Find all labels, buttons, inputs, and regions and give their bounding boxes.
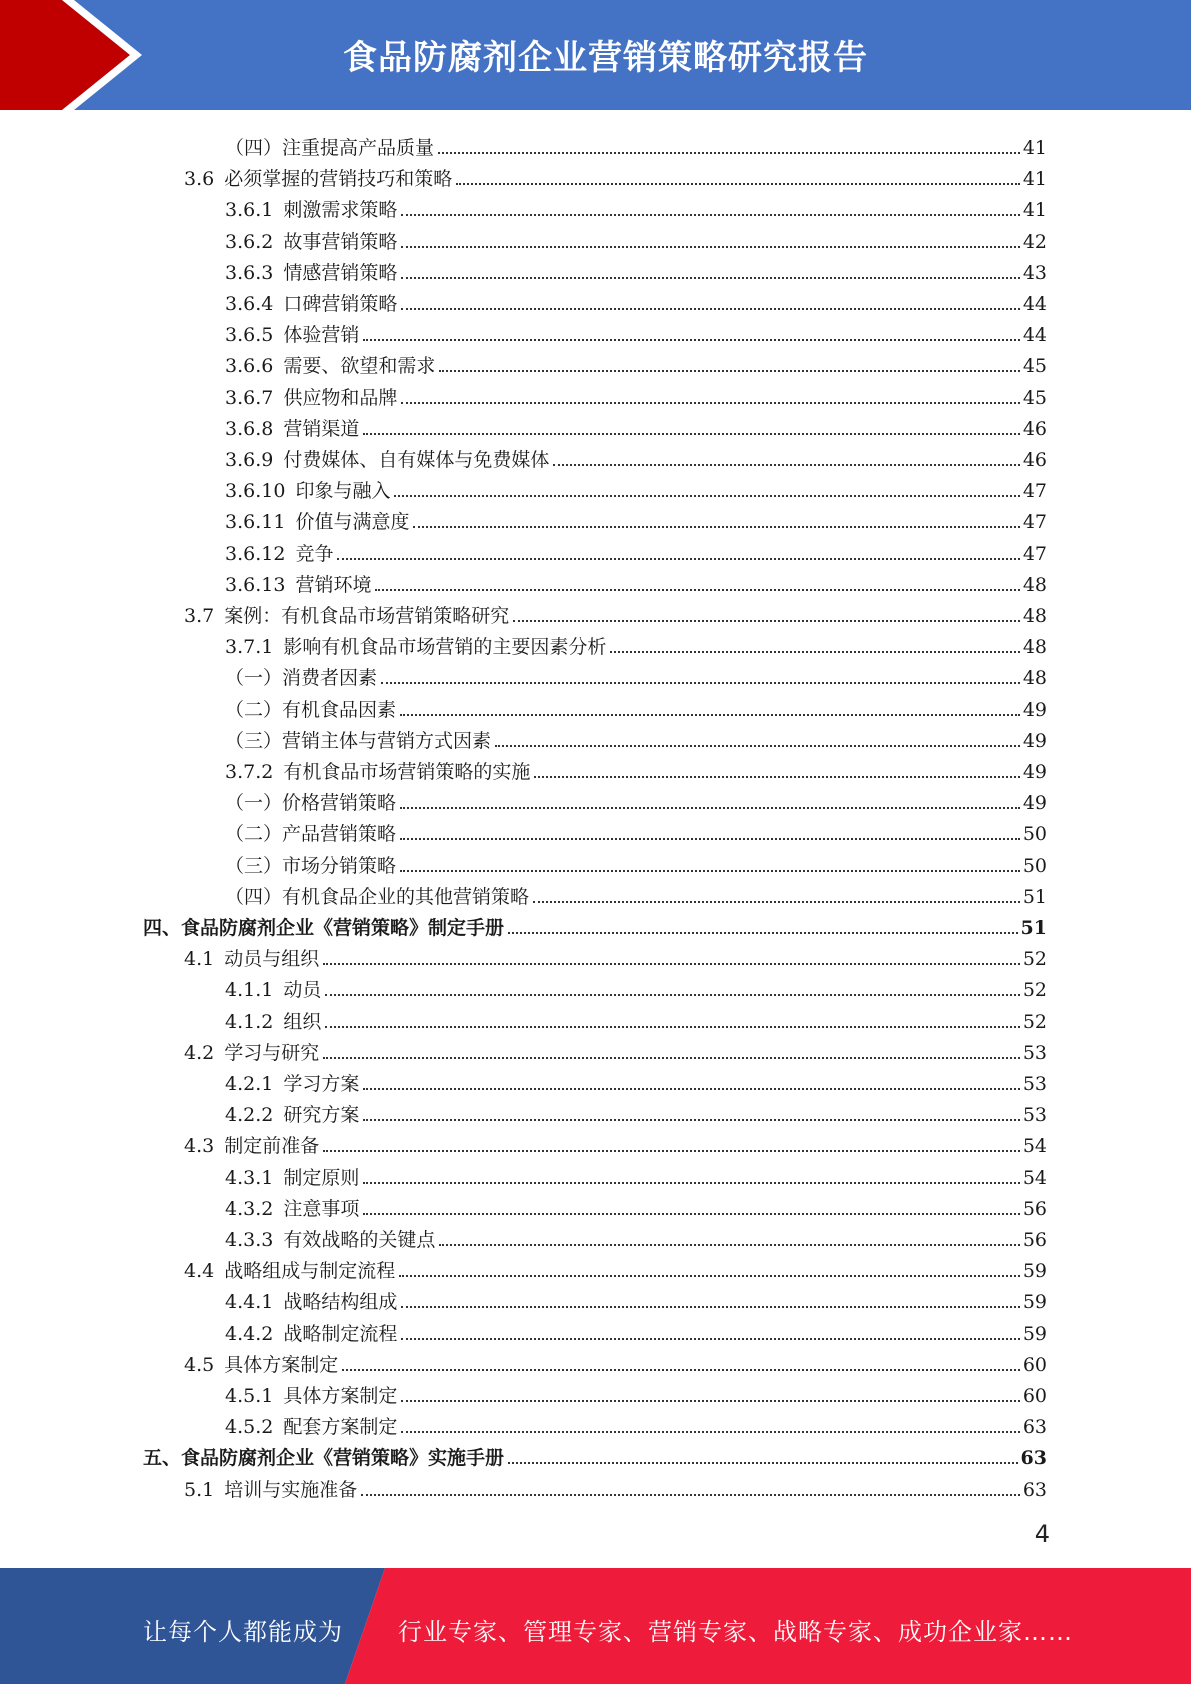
toc-entry-number: 3.6.5 xyxy=(225,324,274,347)
toc-entry-number: 3.6 xyxy=(184,168,215,191)
toc-dot-leader xyxy=(361,1494,1020,1496)
toc-entry-title: 口碑营销策略 xyxy=(283,293,398,315)
toc-entry-page: 44 xyxy=(1022,293,1047,315)
toc-entry-title: 营销渠道 xyxy=(283,417,360,440)
toc-entry[interactable] xyxy=(225,440,1047,471)
toc-entry[interactable] xyxy=(225,1002,1047,1033)
toc-entry-number: 4.3 xyxy=(184,1135,215,1158)
toc-dot-leader xyxy=(400,807,1020,809)
toc-entry-title: 有效战略的关键点 xyxy=(283,1229,436,1251)
toc-entry[interactable] xyxy=(225,565,1047,596)
toc-dot-leader xyxy=(401,1306,1019,1308)
toc-entry-page: 60 xyxy=(1022,1385,1047,1407)
toc-entry-title: （一）价格营销策略 xyxy=(225,792,397,815)
toc-entry-number: 4.2.1 xyxy=(225,1073,274,1095)
toc-entry-title: 营销环境 xyxy=(295,573,372,596)
toc-dot-leader xyxy=(401,402,1019,404)
toc-entry-page: 50 xyxy=(1022,823,1047,846)
toc-entry-title: 战略结构组成 xyxy=(283,1291,398,1314)
toc-entry[interactable] xyxy=(225,783,1047,814)
toc-entry-page: 47 xyxy=(1022,542,1047,565)
toc-dot-leader xyxy=(363,1213,1019,1215)
toc-entry-number: 3.7.1 xyxy=(225,636,274,659)
toc-entry[interactable] xyxy=(225,378,1047,409)
toc-entry-number: 4.5.1 xyxy=(225,1385,274,1407)
toc-entry[interactable] xyxy=(225,1189,1047,1220)
page-number: 4 xyxy=(1034,1520,1050,1548)
toc-entry[interactable] xyxy=(225,1376,1047,1407)
toc-entry-page: 53 xyxy=(1022,1073,1047,1095)
toc-entry-page: 52 xyxy=(1022,948,1047,971)
toc-dot-leader xyxy=(363,1119,1019,1121)
toc-entry[interactable] xyxy=(184,1033,1047,1064)
toc-entry[interactable] xyxy=(225,1064,1047,1095)
toc-entry-page: 63 xyxy=(1022,1478,1047,1501)
toc-entry-page: 49 xyxy=(1022,761,1047,783)
page-header xyxy=(0,0,1191,110)
toc-entry-page: 41 xyxy=(1022,137,1047,159)
toc-entry-number: 3.6.12 xyxy=(225,542,286,565)
toc-entry-title: 五、食品防腐剂企业《营销策略》实施手册 xyxy=(143,1447,505,1470)
toc-dot-leader xyxy=(401,277,1019,279)
toc-entry-title: 刺激需求策略 xyxy=(283,199,398,222)
toc-entry-title: 学习与研究 xyxy=(224,1041,320,1064)
toc-dot-leader xyxy=(610,651,1019,653)
toc-dot-leader xyxy=(401,214,1019,216)
toc-entry-page: 53 xyxy=(1022,1104,1047,1127)
toc-entry-page: 63 xyxy=(1022,1416,1047,1439)
toc-entry-title: （四）有机食品企业的其他营销策略 xyxy=(225,885,530,908)
toc-entry-title: （四）注重提高产品质量 xyxy=(225,137,435,159)
toc-dot-leader xyxy=(400,838,1020,840)
toc-entry-number: 4.4 xyxy=(184,1260,215,1283)
toc-entry-page: 51 xyxy=(1022,885,1047,908)
toc-entry-number: 4.3.1 xyxy=(225,1166,274,1189)
toc-entry-title: 具体方案制定 xyxy=(224,1353,339,1376)
toc-dot-leader xyxy=(394,495,1019,497)
toc-entry-page: 43 xyxy=(1022,261,1047,284)
toc-entry[interactable] xyxy=(225,222,1047,253)
toc-entry-title: 付费媒体、自有媒体与免费媒体 xyxy=(283,449,550,471)
toc-dot-leader xyxy=(495,745,1020,747)
toc-entry-page: 56 xyxy=(1022,1229,1047,1251)
toc-dot-leader xyxy=(363,433,1019,435)
toc-entry-number: 3.6.6 xyxy=(225,355,274,378)
toc-entry-page: 49 xyxy=(1022,698,1047,721)
toc-entry[interactable] xyxy=(225,752,1047,783)
toc-entry[interactable] xyxy=(184,939,1047,970)
toc-dot-leader xyxy=(439,370,1019,372)
toc-entry-number: 3.6.1 xyxy=(225,199,274,222)
toc-dot-leader xyxy=(337,558,1019,560)
toc-entry-page: 50 xyxy=(1022,854,1047,877)
toc-entry-title: 价值与满意度 xyxy=(295,511,410,534)
toc-entry-title: 组织 xyxy=(283,1010,322,1033)
toc-entry-page: 46 xyxy=(1022,417,1047,440)
toc-entry-title: 动员 xyxy=(283,979,322,1002)
toc-dot-leader xyxy=(325,1026,1019,1028)
toc-entry-title: 动员与组织 xyxy=(224,948,320,971)
toc-dot-leader xyxy=(323,1150,1020,1152)
toc-entry-page: 47 xyxy=(1022,480,1047,503)
toc-entry-page: 48 xyxy=(1022,605,1047,627)
toc-entry-title: 情感营销策略 xyxy=(283,261,398,284)
toc-dot-leader xyxy=(413,526,1019,528)
toc-entry[interactable] xyxy=(225,284,1047,315)
toc-entry-title: 有机食品市场营销策略的实施 xyxy=(283,761,531,783)
toc-entry[interactable] xyxy=(225,877,1047,908)
toc-entry-page: 52 xyxy=(1022,1010,1047,1033)
toc-entry-page: 63 xyxy=(1020,1447,1047,1470)
toc-entry-title: 制定原则 xyxy=(283,1166,360,1189)
toc-dot-leader xyxy=(553,464,1019,466)
toc-entry-page: 49 xyxy=(1022,792,1047,815)
toc-entry-title: 故事营销策略 xyxy=(283,230,398,253)
toc-entry[interactable] xyxy=(184,159,1047,190)
toc-dot-leader xyxy=(439,1244,1019,1246)
toc-entry[interactable] xyxy=(184,1126,1047,1157)
toc-entry-page: 54 xyxy=(1022,1135,1047,1158)
toc-entry-title: 供应物和品牌 xyxy=(283,386,398,409)
toc-entry-page: 52 xyxy=(1022,979,1047,1002)
toc-entry[interactable] xyxy=(225,534,1047,565)
toc-dot-leader xyxy=(363,339,1019,341)
document-title: 食品防腐剂企业营销策略研究报告 xyxy=(343,38,868,78)
toc-entry-page: 59 xyxy=(1022,1322,1047,1345)
toc-entry[interactable] xyxy=(225,315,1047,346)
toc-dot-leader xyxy=(513,620,1020,622)
toc-entry-title: 体验营销 xyxy=(283,324,360,347)
toc-entry-page: 45 xyxy=(1022,386,1047,409)
toc-entry-number: 3.6.13 xyxy=(225,573,286,596)
toc-entry[interactable] xyxy=(225,471,1047,502)
toc-entry-number: 4.2.2 xyxy=(225,1104,274,1127)
toc-entry[interactable] xyxy=(225,627,1047,658)
footer-slogan-right: 行业专家、管理专家、营销专家、战略专家、成功企业家…… xyxy=(398,1618,1073,1646)
toc-entry-title: 必须掌握的营销技巧和策略 xyxy=(224,168,453,191)
toc-entry-title: 培训与实施准备 xyxy=(224,1478,358,1501)
toc-dot-leader xyxy=(401,1400,1019,1402)
toc-entry-number: 4.1.2 xyxy=(225,1010,274,1033)
toc-entry-title: （二）有机食品因素 xyxy=(225,698,397,721)
toc-entry[interactable] xyxy=(225,409,1047,440)
toc-entry[interactable] xyxy=(225,1095,1047,1126)
toc-entry[interactable] xyxy=(225,346,1047,377)
toc-dot-leader xyxy=(325,994,1019,996)
toc-entry-number: 3.7 xyxy=(184,605,215,627)
toc-dot-leader xyxy=(342,1369,1020,1371)
toc-entry-title: （二）产品营销策略 xyxy=(225,823,397,846)
toc-dot-leader xyxy=(400,714,1020,716)
toc-dot-leader xyxy=(323,1057,1020,1059)
toc-entry-title: 学习方案 xyxy=(283,1073,360,1095)
toc-entry-page: 56 xyxy=(1022,1197,1047,1220)
toc-dot-leader xyxy=(401,246,1019,248)
toc-entry[interactable] xyxy=(225,502,1047,533)
toc-dot-leader xyxy=(401,1338,1019,1340)
toc-entry-page: 41 xyxy=(1022,199,1047,222)
toc-entry-title: （三）市场分销策略 xyxy=(225,854,397,877)
toc-entry-number: 3.6.7 xyxy=(225,386,274,409)
toc-entry-number: 3.7.2 xyxy=(225,761,274,783)
toc-entry-number: 3.6.3 xyxy=(225,261,274,284)
toc-entry[interactable] xyxy=(143,908,1047,939)
toc-entry-page: 45 xyxy=(1022,355,1047,378)
toc-entry-number: 3.6.10 xyxy=(225,480,286,503)
toc-entry[interactable] xyxy=(225,190,1047,221)
toc-entry[interactable] xyxy=(225,846,1047,877)
toc-entry-page: 59 xyxy=(1022,1291,1047,1314)
toc-entry-number: 3.6.11 xyxy=(225,511,286,534)
toc-entry-number: 4.3.3 xyxy=(225,1229,274,1251)
toc-entry-page: 53 xyxy=(1022,1041,1047,1064)
toc-entry-title: 四、食品防腐剂企业《营销策略》制定手册 xyxy=(143,917,505,939)
toc-entry-title: 需要、欲望和需求 xyxy=(283,355,436,378)
footer-slogan-left: 让每个人都能成为 xyxy=(143,1618,343,1646)
toc-entry-title: （一）消费者因素 xyxy=(225,667,378,690)
toc-dot-leader xyxy=(456,183,1020,185)
toc-entry-number: 3.6.4 xyxy=(225,293,274,315)
toc-entry-page: 41 xyxy=(1022,168,1047,191)
page-footer xyxy=(0,1568,1191,1684)
toc-entry-title: 制定前准备 xyxy=(224,1135,320,1158)
toc-entry-number: 4.5 xyxy=(184,1353,215,1376)
toc-entry-page: 48 xyxy=(1022,667,1047,690)
toc-entry-number: 4.1 xyxy=(184,948,215,971)
toc-entry-page: 46 xyxy=(1022,449,1047,471)
toc-entry-page: 60 xyxy=(1022,1353,1047,1376)
toc-dot-leader xyxy=(363,1088,1019,1090)
toc-entry-title: 注意事项 xyxy=(283,1197,360,1220)
toc-dot-leader xyxy=(401,308,1019,310)
toc-dot-leader xyxy=(533,901,1020,903)
toc-entry-title: 战略制定流程 xyxy=(283,1322,398,1345)
toc-entry[interactable] xyxy=(225,1220,1047,1251)
toc-entry-page: 48 xyxy=(1022,573,1047,596)
toc-entry[interactable] xyxy=(225,1158,1047,1189)
toc-entry-page: 48 xyxy=(1022,636,1047,659)
toc-entry[interactable] xyxy=(225,721,1047,752)
toc-entry[interactable] xyxy=(225,1314,1047,1345)
toc-entry-number: 4.1.1 xyxy=(225,979,274,1002)
toc-entry-title: 研究方案 xyxy=(283,1104,360,1127)
toc-dot-leader xyxy=(399,1275,1020,1277)
toc-entry[interactable] xyxy=(225,253,1047,284)
toc-entry-title: 具体方案制定 xyxy=(283,1385,398,1407)
toc-dot-leader xyxy=(534,776,1019,778)
toc-dot-leader xyxy=(401,1431,1019,1433)
toc-entry-title: 印象与融入 xyxy=(295,480,391,503)
toc-entry-page: 54 xyxy=(1022,1166,1047,1189)
toc-entry-title: 战略组成与制定流程 xyxy=(224,1260,396,1283)
toc-entry-page: 49 xyxy=(1022,729,1047,752)
toc-entry-title: 配套方案制定 xyxy=(283,1416,398,1439)
toc-entry-title: 竞争 xyxy=(295,542,334,565)
toc-entry-page: 42 xyxy=(1022,230,1047,253)
toc-entry[interactable] xyxy=(225,128,1047,159)
toc-entry[interactable] xyxy=(184,1345,1047,1376)
toc-entry-number: 3.6.9 xyxy=(225,449,274,471)
toc-entry[interactable] xyxy=(143,1438,1047,1469)
toc-entry[interactable] xyxy=(225,970,1047,1001)
toc-entry-title: 案例：有机食品市场营销策略研究 xyxy=(224,605,510,627)
toc-entry-number: 4.5.2 xyxy=(225,1416,274,1439)
toc-entry-number: 3.6.8 xyxy=(225,417,274,440)
toc-entry-number: 3.6.2 xyxy=(225,230,274,253)
toc-entry-number: 5.1 xyxy=(184,1478,215,1501)
toc-entry[interactable] xyxy=(225,1407,1047,1438)
toc-dot-leader xyxy=(400,870,1020,872)
toc-entry-title: （三）营销主体与营销方式因素 xyxy=(225,729,492,752)
toc-dot-leader xyxy=(381,682,1020,684)
toc-dot-leader xyxy=(323,963,1020,965)
toc-dot-leader xyxy=(375,589,1019,591)
toc-entry[interactable] xyxy=(225,690,1047,721)
toc-entry-number: 4.4.2 xyxy=(225,1322,274,1345)
toc-entry-page: 47 xyxy=(1022,511,1047,534)
toc-entry[interactable] xyxy=(225,814,1047,845)
toc-entry-number: 4.3.2 xyxy=(225,1197,274,1220)
toc-dot-leader xyxy=(508,1462,1018,1464)
toc-entry-page: 59 xyxy=(1022,1260,1047,1283)
toc-entry[interactable] xyxy=(225,1282,1047,1313)
toc-entry-number: 4.4.1 xyxy=(225,1291,274,1314)
toc-entry-page: 51 xyxy=(1020,917,1047,939)
toc-entry-title: 影响有机食品市场营销的主要因素分析 xyxy=(283,636,607,659)
toc-entry-page: 44 xyxy=(1022,324,1047,347)
toc-dot-leader xyxy=(438,152,1020,154)
toc-entry-number: 4.2 xyxy=(184,1041,215,1064)
toc-dot-leader xyxy=(508,932,1018,934)
toc-dot-leader xyxy=(363,1182,1019,1184)
toc-entry[interactable] xyxy=(184,1470,1047,1501)
toc-entry[interactable] xyxy=(225,658,1047,689)
toc-entry[interactable] xyxy=(184,596,1047,627)
toc-entry[interactable] xyxy=(184,1251,1047,1282)
